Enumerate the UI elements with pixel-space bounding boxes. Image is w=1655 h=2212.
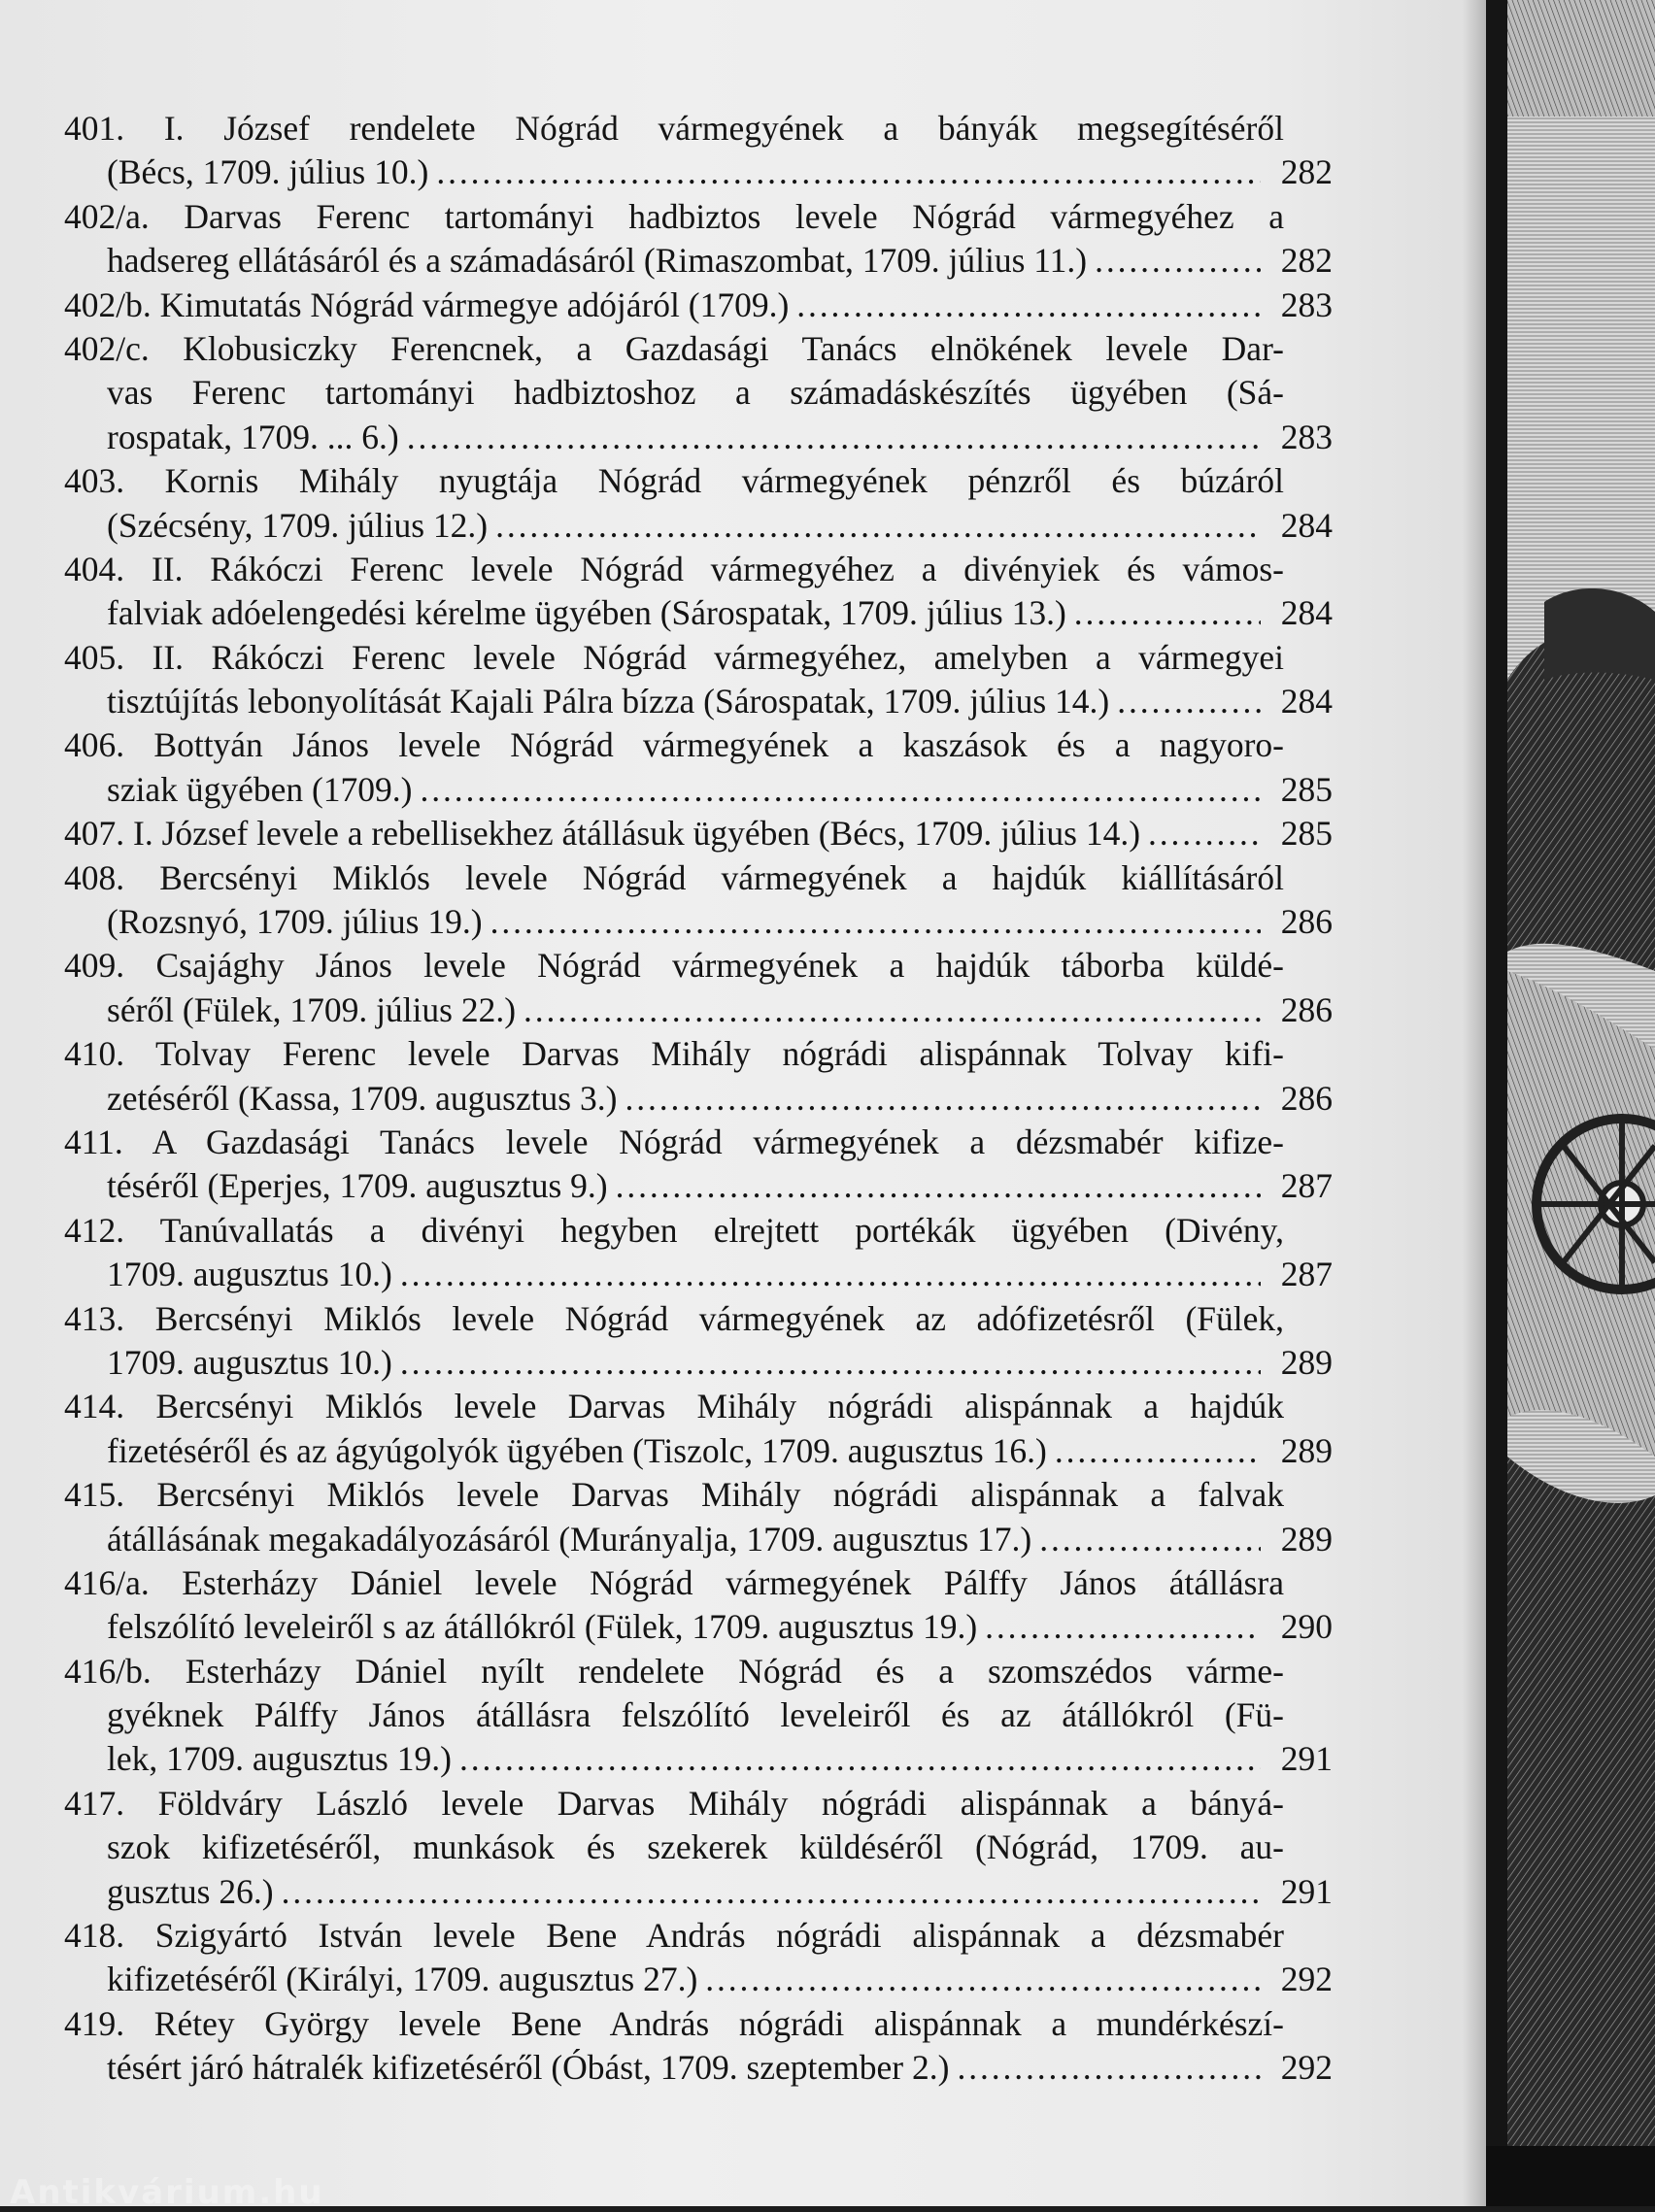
toc-entry-line: 401. I. József rendelete Nógrád vármegyének a bányák megsegítéséről (64, 109, 1284, 148)
toc-page-number: 285 (1280, 769, 1333, 809)
leader-dots (400, 1341, 1261, 1385)
toc-page-number: 284 (1280, 505, 1333, 545)
toc-entry-line: 406. Bottyán János levele Nógrád vármegyének a kaszások és a nagyoro- (64, 725, 1284, 765)
toc-entry-text: falviak adóelengedési kérelme ügyében (Sárospatak, 1709. július 13.) (107, 593, 1066, 633)
toc-entry (64, 1782, 1333, 1914)
toc-page-number: 284 (1280, 593, 1333, 633)
leader-dots (1095, 239, 1261, 283)
toc-entry (64, 636, 1333, 724)
toc-entry-text: (Szécsény, 1709. július 12.) (107, 505, 489, 545)
toc-entry-line: 415. Bercsényi Miklós levele Darvas Mihály nógrádi alispánnak a falvak (64, 1475, 1284, 1515)
toc-entry-text: 1709. augusztus 10.) (107, 1255, 392, 1294)
toc-entry-line: 410. Tolvay Ferenc levele Darvas Mihály nógrádi alispánnak Tolvay kifi- (64, 1034, 1284, 1074)
toc-entry (64, 107, 1333, 195)
toc-entry-last-line (64, 768, 1333, 812)
toc-entry-last-line (64, 591, 1333, 635)
toc-entry (64, 327, 1333, 459)
toc-entry-text: rospatak, 1709. ... 6.) (107, 417, 399, 456)
toc-entry-last-line (64, 239, 1333, 283)
toc-page-number: 291 (1280, 1871, 1333, 1911)
toc-page-number: 286 (1280, 1078, 1333, 1118)
toc-entry-line: vas Ferenc tartományi hadbiztoshoz a számadáskészítés ügyében (Sá- (107, 373, 1284, 413)
toc-entry-last-line (64, 151, 1333, 194)
toc-entry-line: 411. A Gazdasági Tanács levele Nógrád vármegyének a dézsmabér kifize- (64, 1122, 1284, 1161)
toc-page-number: 283 (1280, 417, 1333, 456)
table-of-contents (64, 107, 1333, 2091)
toc-page-number: 292 (1280, 2048, 1333, 2088)
leader-dots (524, 989, 1261, 1032)
leader-dots (400, 1253, 1261, 1296)
toc-entry-line: 419. Rétey György levele Bene András nógrádi alispánnak a mundérkészí- (64, 2003, 1284, 2043)
toc-entry-text: 1709. augusztus 10.) (107, 1342, 392, 1382)
toc-entry-last-line (64, 680, 1333, 723)
toc-entry (64, 195, 1333, 284)
toc-entry-last-line (64, 1518, 1333, 1561)
toc-entry-text: (Bécs, 1709. július 10.) (107, 152, 429, 192)
toc-entry-line: 418. Szigyártó István levele Bene András nógrádi alispánnak a dézsmabér (64, 1916, 1284, 1956)
leader-dots (490, 900, 1261, 944)
toc-entry (64, 1297, 1333, 1386)
toc-entry-last-line (64, 1870, 1333, 1914)
toc-entry-text: gusztus 26.) (107, 1871, 274, 1911)
toc-entry-line: 414. Bercsényi Miklós levele Darvas Mihály nógrádi alispánnak a hajdúk (64, 1387, 1284, 1426)
toc-page-number: 289 (1280, 1342, 1333, 1382)
toc-page-number: 291 (1280, 1739, 1333, 1779)
leader-dots (985, 1605, 1261, 1649)
toc-entry-last-line (64, 989, 1333, 1032)
toc-entry (64, 1561, 1333, 1650)
toc-entry (64, 1473, 1333, 1561)
toc-entry-last-line (64, 1429, 1333, 1473)
toc-entry-line: 405. II. Rákóczi Ferenc levele Nógrád vármegyéhez, amelyben a vármegyei (64, 637, 1284, 677)
leader-dots (282, 1870, 1261, 1914)
toc-entry-last-line (64, 812, 1333, 855)
toc-entry-line: 412. Tanúvallatás a divényi hegyben elrejtett portékák ügyében (Divény, (64, 1210, 1284, 1250)
leader-dots (1039, 1518, 1261, 1561)
toc-page-number: 282 (1280, 152, 1333, 192)
leader-dots (1148, 812, 1261, 855)
leader-dots (1074, 591, 1261, 635)
toc-page-number: 285 (1280, 814, 1333, 854)
toc-entry-last-line (64, 900, 1333, 944)
toc-entry-text: fizetéséről és az ágyúgolyók ügyében (Tiszolc, 1709. augusztus 16.) (107, 1430, 1047, 1470)
leader-dots (625, 1077, 1261, 1121)
toc-entry-text: tésért járó hátralék kifizetéséről (Óbást, 1709. szeptember 2.) (107, 2048, 950, 2088)
leader-dots (796, 284, 1261, 327)
toc-entry-text: (Rozsnyó, 1709. július 19.) (107, 902, 483, 942)
toc-page-number: 289 (1280, 1519, 1333, 1558)
toc-entry-last-line (64, 1341, 1333, 1385)
toc-page-number: 287 (1280, 1255, 1333, 1294)
watermark: Antikvárium.hu (10, 2173, 324, 2212)
toc-entry-line: 408. Bercsényi Miklós levele Nógrád vármegyének a hajdúk kiállításáról (64, 857, 1284, 897)
toc-entry-last-line (64, 1958, 1333, 2001)
toc-entry (64, 812, 1333, 855)
toc-entry-text: hadsereg ellátásáról és a számadásáról (Rimaszombat, 1709. július 11.) (107, 241, 1088, 281)
toc-page-number: 284 (1280, 682, 1333, 721)
toc-page-number: 292 (1280, 1960, 1333, 1999)
toc-entry-last-line (64, 1253, 1333, 1296)
toc-entry (64, 548, 1333, 636)
engraving-panel (1486, 0, 1655, 2206)
toc-page-number: 290 (1280, 1607, 1333, 1647)
toc-entry-last-line (64, 1737, 1333, 1781)
toc-entry (64, 1385, 1333, 1473)
toc-entry-line: 417. Földváry László levele Darvas Mihály nógrádi alispánnak a bányá- (64, 1783, 1284, 1823)
toc-entry-line: 409. Csajághy János levele Nógrád vármegyének a hajdúk táborba küldé- (64, 946, 1284, 986)
toc-entry-text: felszólító leveleiről s az átállókról (Fülek, 1709. augusztus 19.) (107, 1607, 978, 1647)
toc-entry (64, 1032, 1333, 1121)
toc-page-number: 286 (1280, 989, 1333, 1029)
toc-entry-last-line (64, 1077, 1333, 1121)
toc-entry-text: 402/b. Kimutatás Nógrád vármegye adójáról (1709.) (64, 285, 790, 324)
toc-entry-line: 402/c. Klobusiczky Ferencnek, a Gazdasági Tanács elnökének levele Dar- (64, 328, 1284, 368)
toc-entry (64, 1209, 1333, 1297)
leader-dots (495, 504, 1261, 548)
leader-dots (459, 1737, 1261, 1781)
leader-dots (436, 151, 1261, 194)
toc-entry-last-line (64, 416, 1333, 459)
toc-entry-line: 403. Kornis Mihály nyugtája Nógrád vármegyének pénzről és búzáról (64, 461, 1284, 501)
toc-entry-text: téséről (Eperjes, 1709. augusztus 9.) (107, 1166, 608, 1206)
toc-entry (64, 459, 1333, 548)
toc-entry (64, 1914, 1333, 2002)
leader-dots (407, 416, 1261, 459)
toc-entry (64, 284, 1333, 327)
toc-entry-line: 404. II. Rákóczi Ferenc levele Nógrád vármegyéhez a divényiek és vámos- (64, 549, 1284, 588)
toc-entry-text: kifizetéséről (Királyi, 1709. augusztus 27.) (107, 1960, 698, 1999)
toc-entry-last-line (64, 284, 1333, 327)
toc-entry-line: szok kifizetéséről, munkások és szekerek küldéséről (Nógrád, 1709. au- (107, 1827, 1284, 1867)
leader-dots (1117, 680, 1261, 723)
leader-dots (420, 768, 1261, 812)
toc-entry-text: séről (Fülek, 1709. július 22.) (107, 989, 517, 1029)
toc-entry-text: zetéséről (Kassa, 1709. augusztus 3.) (107, 1078, 618, 1118)
toc-entry-text: sziak ügyében (1709.) (107, 769, 413, 809)
toc-entry (64, 856, 1333, 945)
toc-entry (64, 723, 1333, 812)
toc-entry (64, 944, 1333, 1032)
leader-dots (616, 1164, 1261, 1208)
toc-entry-line: 413. Bercsényi Miklós levele Nógrád vármegyének az adófizetésről (Fülek, (64, 1298, 1284, 1338)
toc-page-number: 283 (1280, 285, 1333, 324)
toc-entry-text: 407. I. József levele a rebellisekhez átállásuk ügyében (Bécs, 1709. július 14.) (64, 814, 1141, 854)
toc-entry-text: átállásának megakadályozásáról (Murányalja, 1709. augusztus 17.) (107, 1519, 1032, 1558)
toc-page-number: 286 (1280, 902, 1333, 942)
engraving-illustration (1486, 0, 1655, 2206)
toc-page-number: 287 (1280, 1166, 1333, 1206)
leader-dots (957, 2046, 1261, 2090)
toc-entry-line: gyéknek Pálffy János átállásra felszólító leveleiről és az átállókról (Fü- (107, 1695, 1284, 1735)
toc-entry-last-line (64, 1164, 1333, 1208)
toc-entry (64, 2002, 1333, 2091)
toc-entry (64, 1650, 1333, 1782)
toc-entry-line: 416/b. Esterházy Dániel nyílt rendelete Nógrád és a szomszédos várme- (64, 1651, 1284, 1691)
toc-entry-text: lek, 1709. augusztus 19.) (107, 1739, 452, 1779)
toc-entry-last-line (64, 504, 1333, 548)
toc-entry-last-line (64, 2046, 1333, 2090)
toc-entry-line: 416/a. Esterházy Dániel levele Nógrád vármegyének Pálffy János átállásra (64, 1562, 1284, 1602)
leader-dots (1055, 1429, 1261, 1473)
leader-dots (705, 1958, 1261, 2001)
toc-page-number: 289 (1280, 1430, 1333, 1470)
toc-entry-text: tisztújítás lebonyolítását Kajali Pálra bízza (Sárospatak, 1709. július 14.) (107, 682, 1110, 721)
toc-entry (64, 1121, 1333, 1209)
toc-page-number: 282 (1280, 241, 1333, 281)
toc-entry-last-line (64, 1605, 1333, 1649)
toc-entry-line: 402/a. Darvas Ferenc tartományi hadbiztos levele Nógrád vármegyéhez a (64, 196, 1284, 236)
